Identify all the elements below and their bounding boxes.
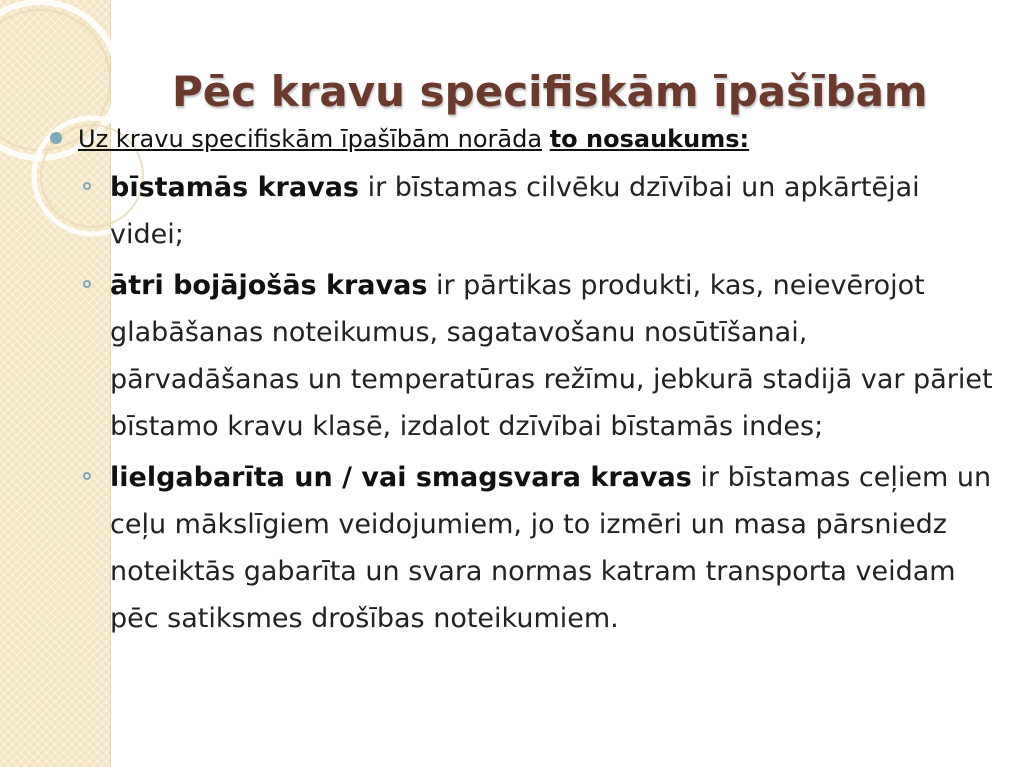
item-term: bīstamās kravas xyxy=(110,172,359,203)
list-item xyxy=(50,454,1000,642)
item-text: ir pārtikas produkti, kas, neievērojot glabāšanas noteikumus, sagatavošanu nosūtīšanai, pārvadāšanas un temperatūras režīmu, jebkurā stadijā var pāriet bīstamo kravu klasē, izdalot dzīvībai bīstamās indes; xyxy=(110,270,993,442)
intro-bold: to nosaukums xyxy=(549,125,740,153)
bullet-dot-icon xyxy=(50,132,62,144)
slide-content xyxy=(50,118,1000,642)
ring-bullet-icon xyxy=(83,182,91,190)
slide-title: Pēc kravu specifiskām īpašībām xyxy=(172,67,928,116)
ring-bullet-icon xyxy=(83,280,91,288)
cargo-type-list xyxy=(50,164,1000,642)
list-item xyxy=(50,262,1000,450)
intro-colon: : xyxy=(739,125,750,153)
item-text: ir bīstamas cilvēku dzīvībai un apkārtējai videi; xyxy=(110,172,920,250)
item-term: lielgabarīta un / vai smagsvara kravas xyxy=(110,462,692,493)
ring-bullet-icon xyxy=(83,472,91,480)
item-term: ātri bojājošās kravas xyxy=(110,270,428,301)
item-text: ir bīstamas ceļiem un ceļu mākslīgiem veidojumiem, jo to izmēri un masa pārsniedz noteiktās gabarīta un svara normas katram transporta veidam pēc satiksmes drošības noteikumiem. xyxy=(110,462,992,634)
list-item xyxy=(50,164,1000,258)
intro-lead: Uz kravu specifiskām īpašībām norāda xyxy=(78,125,543,153)
intro-bullet xyxy=(50,118,1000,160)
